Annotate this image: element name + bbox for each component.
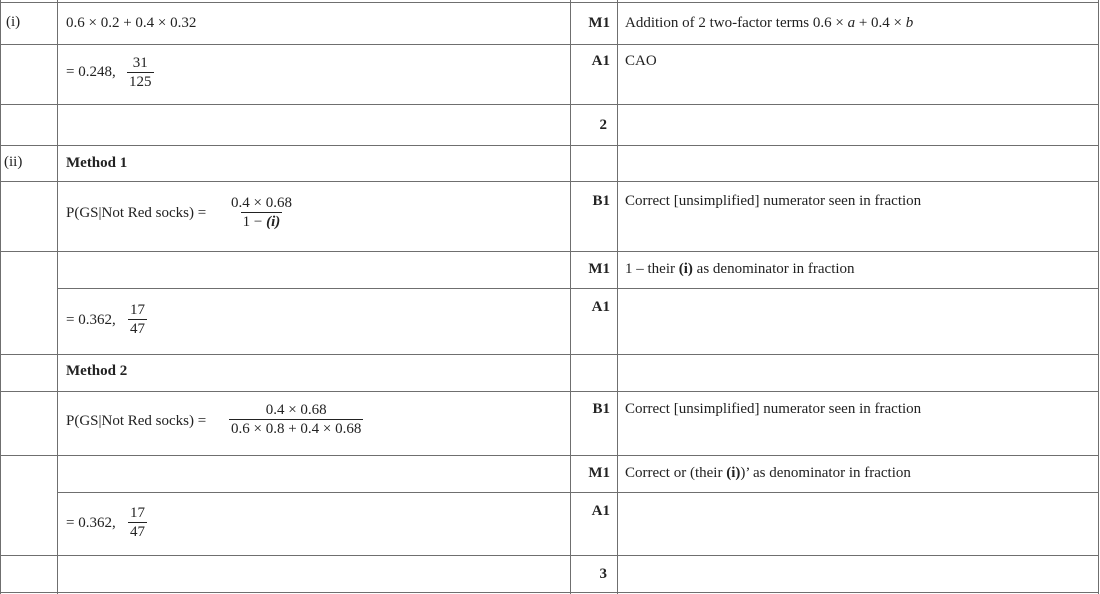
table-rule (0, 2, 1099, 3)
table-rule (0, 0, 1, 594)
total-marks: 3 (599, 566, 607, 582)
answer-fraction (128, 302, 147, 337)
table-rule (0, 104, 1099, 105)
fraction-numerator: 31 (132, 55, 148, 71)
mark-code: M1 (588, 261, 610, 277)
answer-text: = 0.248, (66, 64, 116, 80)
total-marks: 2 (599, 117, 607, 133)
denominator-reference: (i) (266, 214, 281, 230)
guidance-text (625, 465, 911, 482)
mark-code: M1 (588, 15, 610, 31)
table-rule (0, 181, 1099, 182)
guidance-variable: b (905, 15, 914, 31)
denominator-text: 1 − (242, 214, 267, 230)
table-rule (0, 44, 1099, 45)
probability-expression: P(GS|Not Red socks) = (66, 413, 207, 429)
fraction-denominator (241, 212, 283, 230)
answer-fraction (127, 55, 154, 90)
mark-code: A1 (591, 299, 610, 315)
fraction-numerator: 17 (130, 505, 145, 521)
guidance-text-part: 1 – their (625, 261, 679, 277)
table-rule (57, 492, 1099, 493)
table-rule (0, 555, 1099, 556)
working-expression: 0.6 × 0.2 + 0.4 × 0.32 (66, 15, 197, 31)
table-rule (617, 0, 618, 594)
guidance-text (625, 261, 855, 278)
part-label: (ii) (4, 154, 23, 170)
mark-code: A1 (591, 53, 610, 69)
mark-code: B1 (592, 401, 610, 417)
table-rule (0, 592, 1099, 593)
guidance-reference: (i) (726, 465, 741, 481)
fraction-numerator: 17 (130, 302, 145, 318)
guidance-variable: a (847, 15, 856, 31)
mark-code: B1 (592, 193, 610, 209)
table-rule (1098, 0, 1099, 594)
table-rule (0, 391, 1099, 392)
fraction-denominator: 47 (130, 524, 145, 540)
fraction-denominator: 125 (129, 74, 152, 90)
guidance-reference: (i) (678, 261, 693, 277)
fraction-numerator: 0.4 × 0.68 (231, 195, 292, 211)
method-heading: Method 1 (66, 155, 128, 171)
answer-text: = 0.362, (66, 515, 116, 531)
guidance-text: Correct [unsimplified] numerator seen in fraction (625, 193, 922, 209)
probability-expression: P(GS|Not Red socks) = (66, 205, 207, 221)
guidance-text-part: )’ as denominator in fraction (740, 465, 911, 481)
table-rule (0, 354, 1099, 355)
table-rule (0, 455, 1099, 456)
probability-fraction (229, 195, 294, 230)
mark-code: M1 (588, 465, 610, 481)
method-heading: Method 2 (66, 363, 128, 379)
answer-text: = 0.362, (66, 312, 116, 328)
part-label: (i) (6, 14, 21, 30)
guidance-text-part: + 0.4 × (855, 15, 906, 31)
guidance-text-part: as denominator in fraction (692, 261, 855, 277)
table-rule (0, 251, 1099, 252)
guidance-text: Correct [unsimplified] numerator seen in fraction (625, 401, 922, 417)
fraction-numerator: 0.4 × 0.68 (265, 402, 327, 418)
guidance-text (625, 15, 913, 32)
mark-code: A1 (591, 503, 610, 519)
table-rule (57, 288, 1099, 289)
guidance-text-part: Correct or (their (625, 465, 727, 481)
table-rule (0, 145, 1099, 146)
guidance-text: CAO (625, 53, 657, 69)
fraction-denominator: 0.6 × 0.8 + 0.4 × 0.68 (231, 421, 362, 437)
table-rule (57, 0, 58, 594)
answer-fraction (128, 505, 147, 540)
fraction-denominator: 47 (130, 321, 145, 337)
probability-fraction (229, 402, 363, 437)
guidance-text-part: Addition of 2 two-factor terms 0.6 × (625, 15, 848, 31)
